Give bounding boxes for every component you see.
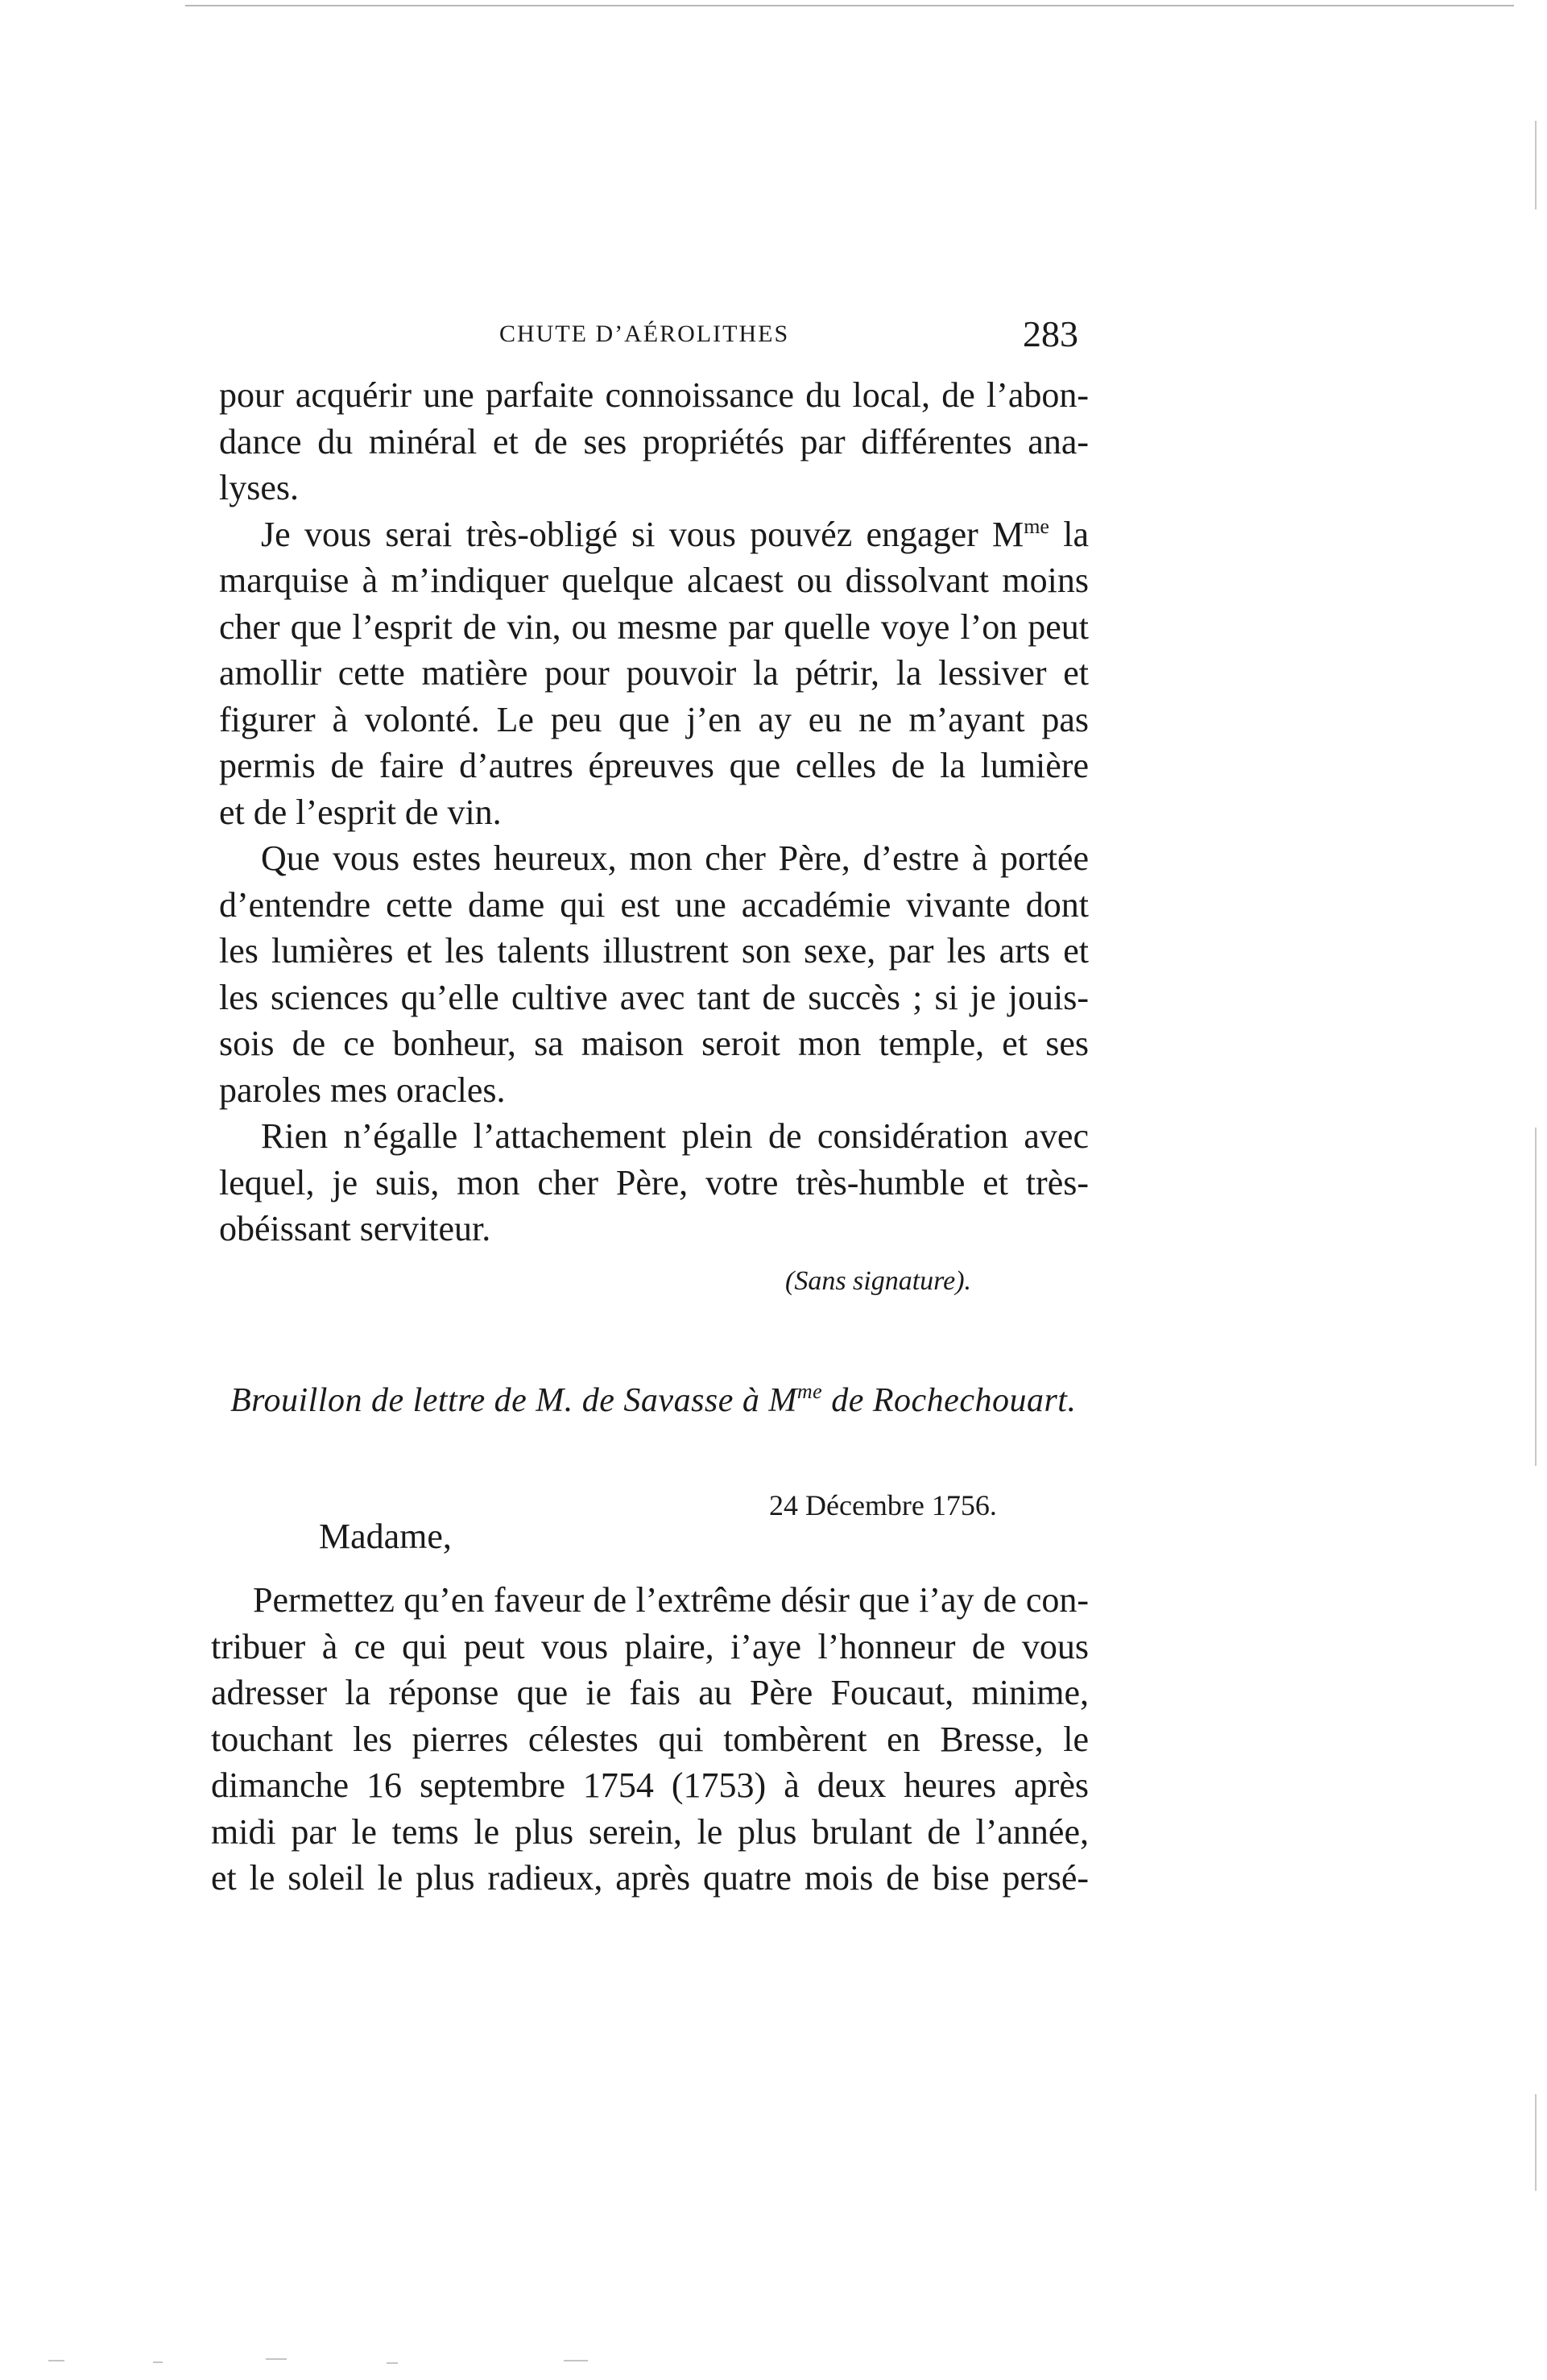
text-line: touchant les pierres célestes qui tombèrent en Bresse, le (211, 1719, 1089, 1759)
text-line: dance du minéral et de ses propriétés par différentes ana- (219, 421, 1089, 462)
scan-speck (564, 2360, 588, 2361)
text-line: lequel, je suis, mon cher Père, votre très-humble et très- (219, 1162, 1089, 1202)
page-edge-mark (1535, 121, 1537, 209)
text-line: permis de faire d’autres épreuves que celles de la lumière (219, 746, 1089, 785)
top-edge-rule (185, 5, 1514, 6)
text-line: cher que l’esprit de vin, ou mesme par quelle voye l’on peut (219, 606, 1089, 647)
scan-speck (48, 2360, 64, 2361)
text-line: les lumières et les talents illustrent son sexe, par les arts et (219, 931, 1089, 971)
section-heading (230, 1381, 1076, 1420)
superscript: me (1024, 514, 1049, 538)
text-line: les sciences qu’elle cultive avec tant de succès ; si je jouis- (219, 977, 1089, 1017)
letter-date: 24 Décembre 1756. (769, 1489, 997, 1521)
text-line: obéissant serviteur. (219, 1209, 491, 1248)
running-head-title: CHUTE D’AÉROLITHES (499, 321, 790, 347)
heading-text: de Rochechouart. (822, 1382, 1077, 1419)
signature-note: (Sans signature). (785, 1266, 972, 1296)
letter-continuation (219, 372, 1089, 1252)
salutation: Madame, (319, 1517, 452, 1556)
paragraph-2 (219, 511, 1089, 836)
page-edge-mark (1535, 1128, 1537, 1466)
text-line: et le soleil le plus radieux, après quatre mois de bise persé- (211, 1858, 1089, 1898)
text-line: Rien n’égalle l’attachement plein de considération avec (261, 1116, 1089, 1156)
text-line: midi par le tems le plus serein, le plus brulant de l’année, (211, 1811, 1089, 1852)
paragraph-5 (211, 1577, 1089, 1902)
letter-body (211, 1577, 1089, 1902)
heading-text: Brouillon de lettre de M. de Savasse à M (230, 1382, 797, 1419)
paragraph-1 (219, 372, 1089, 511)
page-number: 283 (1023, 313, 1078, 354)
paragraph-4 (219, 1113, 1089, 1252)
text-line: et de l’esprit de vin. (219, 792, 502, 832)
text-line (219, 511, 1089, 558)
line-text: la (1049, 514, 1089, 554)
text-line: figurer à volonté. Le peu que j’en ay eu ne m’ayant pas (219, 699, 1089, 739)
text-line: amollir cette matière pour pouvoir la pétrir, la lessiver et (219, 653, 1089, 693)
scan-speck (153, 2361, 163, 2363)
text-line: d’entendre cette dame qui est une accadémie vivante dont (219, 884, 1089, 925)
superscript: me (796, 1380, 823, 1403)
line-text: Je vous serai très-obligé si vous pouvéz engager M (261, 514, 1024, 554)
paragraph-3 (219, 835, 1089, 1113)
text-line: Permettez qu’en faveur de l’extrême désir que i’ay de con- (253, 1580, 1089, 1620)
page-edge-mark (1535, 2094, 1537, 2191)
text-line: tribuer à ce qui peut vous plaire, i’aye l’honneur de vous (211, 1626, 1089, 1666)
scan-speck (387, 2362, 398, 2364)
text-line: dimanche 16 septembre 1754 (1753) à deux heures après (211, 1765, 1089, 1805)
text-line: pour acquérir une parfaite connoissance du local, de l’abon- (219, 375, 1089, 415)
text-line: sois de ce bonheur, sa maison seroit mon temple, et ses (219, 1024, 1089, 1063)
text-line: marquise à m’indiquer quelque alcaest ou dissolvant moins (219, 561, 1089, 600)
text-line: Que vous estes heureux, mon cher Père, d’estre à portée (261, 838, 1089, 878)
scan-speck (266, 2358, 287, 2360)
text-line: adresser la réponse que ie fais au Père Foucaut, minime, (211, 1673, 1089, 1712)
text-line: lyses. (219, 468, 299, 507)
text-line: paroles mes oracles. (219, 1070, 506, 1110)
